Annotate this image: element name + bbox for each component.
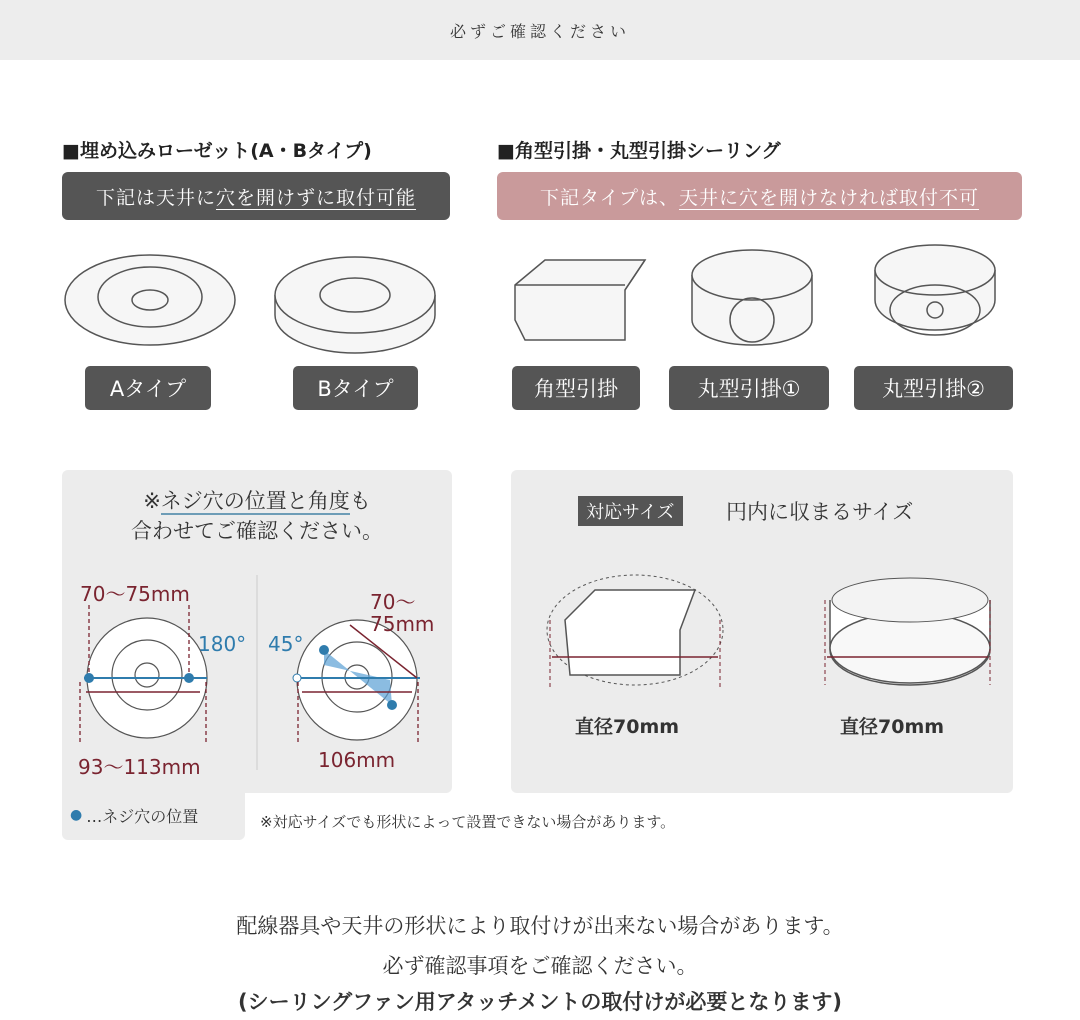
b-pitch-2: 75mm bbox=[370, 612, 435, 636]
b-type-label: Bタイプ bbox=[293, 366, 418, 410]
round-ceiling-hook-1-image bbox=[692, 250, 812, 345]
footer-line-2: 必ず確認事項をご確認ください。 bbox=[382, 954, 698, 978]
left-section-heading: ■埋め込みローゼット(A・Bタイプ) bbox=[62, 140, 372, 162]
round-ceiling-hook-2-image bbox=[875, 245, 995, 335]
a-pitch-label: 70〜75mm bbox=[80, 582, 190, 606]
b-pitch-label bbox=[370, 591, 434, 635]
square-hook-size-diagram bbox=[547, 575, 723, 690]
round-hook-1-label: 丸型引掛① bbox=[669, 366, 829, 410]
b-width-label: 106mm bbox=[318, 748, 396, 772]
a-type-rosette-image bbox=[65, 255, 235, 345]
band-underlined-text: 天井に穴を開けなければ取付不可 bbox=[679, 186, 980, 209]
footer-line-3: (シーリングファン用アタッチメントの取付けが必要となります) bbox=[237, 990, 843, 1014]
right-warning-band bbox=[497, 172, 1022, 220]
title-underlined: ネジ穴の位置と角度 bbox=[160, 489, 350, 513]
title-mark: ※ bbox=[143, 489, 161, 513]
square-hook-diameter: 直径70mm bbox=[575, 716, 680, 738]
size-note: ※対応サイズでも形状によって設置できない場合があります。 bbox=[260, 813, 676, 831]
b-type-diagram bbox=[297, 620, 417, 740]
band-underlined-text: 穴を開けずに取付可能 bbox=[216, 186, 417, 209]
size-diagrams bbox=[540, 560, 1000, 700]
b-type-rosette-image bbox=[275, 257, 435, 353]
legend-text: …ネジ穴の位置 bbox=[86, 806, 199, 826]
footer-line-1: 配線器具や天井の形状により取付けが出来ない場合があります。 bbox=[236, 914, 844, 938]
page-header: 必ずご確認ください bbox=[0, 0, 1080, 60]
left-info-band bbox=[62, 172, 450, 220]
size-caption: 円内に収まるサイズ bbox=[726, 500, 914, 524]
rosette-illustrations bbox=[60, 235, 1020, 360]
right-section-heading: ■角型引掛・丸型引掛シーリング bbox=[497, 140, 781, 162]
square-hook-label: 角型引掛 bbox=[512, 366, 640, 410]
blue-dot-icon: ● bbox=[70, 807, 83, 823]
square-ceiling-hook-image bbox=[515, 260, 645, 340]
screw-panel-title bbox=[62, 486, 452, 546]
b-pitch-1: 70〜 bbox=[370, 590, 416, 614]
b-angle-label: 45° bbox=[268, 632, 304, 656]
band-text: 下記は天井に bbox=[95, 186, 216, 209]
round-hook-2-label: 丸型引掛② bbox=[854, 366, 1013, 410]
title-line2: 合わせてご確認ください。 bbox=[131, 519, 383, 543]
screw-legend bbox=[62, 790, 245, 840]
a-width-label: 93〜113mm bbox=[78, 755, 201, 779]
band-text: 下記タイプは、 bbox=[539, 186, 680, 209]
round-hook-diameter: 直径70mm bbox=[840, 716, 945, 738]
size-badge: 対応サイズ bbox=[578, 496, 683, 526]
round-hook-size-diagram bbox=[825, 578, 990, 685]
a-type-label: Aタイプ bbox=[85, 366, 211, 410]
a-angle-label: 180° bbox=[198, 632, 247, 656]
title-suffix: も bbox=[349, 489, 371, 513]
